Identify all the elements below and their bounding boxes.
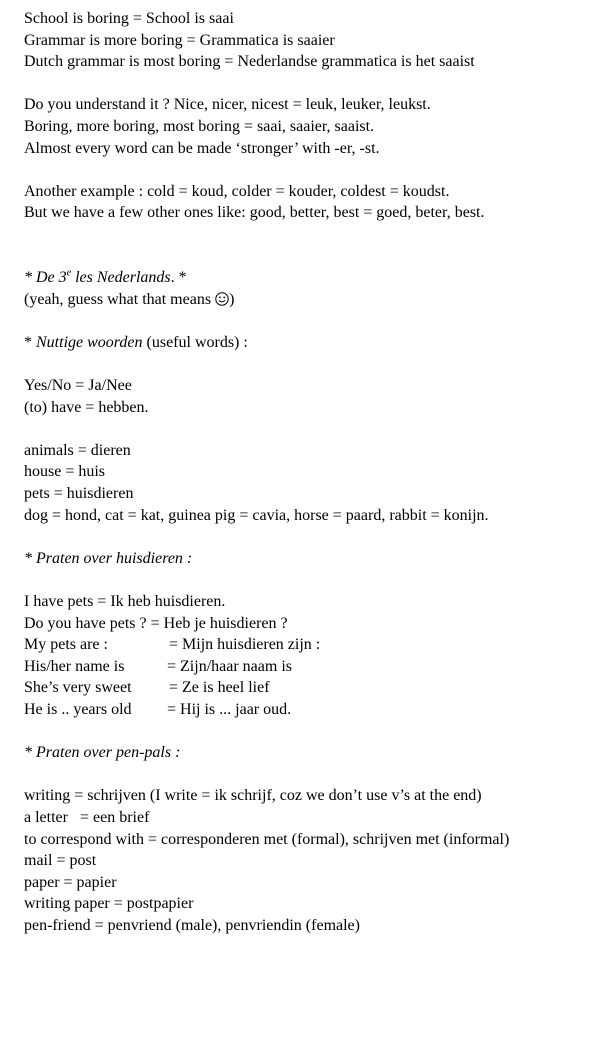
text-line: animals = dieren <box>24 441 131 459</box>
pets-heading: * Praten over huisdieren : <box>24 549 193 567</box>
text-line: But we have a few other ones like: good, better, best = goed, beter, best. <box>24 204 485 222</box>
text-line: Almost every word can be made ‘stronger’ with -er, -st. <box>24 139 380 157</box>
text-line: Do you understand it ? Nice, nicer, nicest = leuk, leuker, leukst. <box>24 96 431 114</box>
animals-vocabulary-block <box>24 440 599 526</box>
text-line: dog = hond, cat = kat, guinea pig = cavia, horse = paard, rabbit = konijn. <box>24 506 489 524</box>
text-line: paper = papier <box>24 873 117 891</box>
smiley-face-icon <box>215 292 229 306</box>
comparatives-school-block <box>24 8 599 73</box>
text-line: mail = post <box>24 852 97 870</box>
lesson-title: * De 3e les Nederlands. * <box>24 267 187 287</box>
phrase-line: My pets are : = Mijn huisdieren zijn : <box>24 636 321 654</box>
text-line: Dutch grammar is most boring = Nederlandse grammatica is het saaist <box>24 53 475 71</box>
penpals-vocabulary-block <box>24 785 599 936</box>
text-line: (to) have = hebben. <box>24 398 149 416</box>
text-line: School is boring = School is saai <box>24 10 234 27</box>
text-line: Yes/No = Ja/Nee <box>24 377 132 395</box>
text-line: a letter = een brief <box>24 808 150 826</box>
useful-words-heading: * Nuttige woorden (useful words) : <box>24 333 248 351</box>
comparatives-explanation-block <box>24 94 599 159</box>
document-page <box>24 8 599 937</box>
phrase-line: I have pets = Ik heb huisdieren. <box>24 593 226 611</box>
text-line: pen-friend = penvriend (male), penvriendin (female) <box>24 916 360 934</box>
phrase-line: She’s very sweet = Ze is heel lief <box>24 679 270 697</box>
comparatives-example-block <box>24 181 599 224</box>
pets-phrases-block <box>24 591 599 721</box>
text-line: writing paper = postpapier <box>24 895 194 913</box>
penpals-heading: * Praten over pen-pals : <box>24 744 181 762</box>
text-line: Boring, more boring, most boring = saai, saaier, saaist. <box>24 117 375 135</box>
lesson-subtitle: (yeah, guess what that means ) <box>24 290 235 308</box>
text-line: pets = huisdieren <box>24 485 134 503</box>
text-line: Grammar is more boring = Grammatica is saaier <box>24 31 335 49</box>
phrase-line: He is .. years old = Hij is ... jaar oud. <box>24 701 292 718</box>
text-line: house = huis <box>24 463 106 481</box>
phrase-line: His/her name is = Zijn/haar naam is <box>24 657 292 675</box>
yes-no-block <box>24 375 599 418</box>
text-line: writing = schrijven (I write = ik schrijf, coz we don’t use v’s at the end) <box>24 787 482 805</box>
lesson-title-block <box>24 267 599 310</box>
phrase-line: Do you have pets ? = Heb je huisdieren ? <box>24 614 288 632</box>
text-line: Another example : cold = koud, colder = kouder, coldest = koudst. <box>24 182 450 200</box>
text-line: to correspond with = corresponderen met (formal), schrijven met (informal) <box>24 830 510 848</box>
